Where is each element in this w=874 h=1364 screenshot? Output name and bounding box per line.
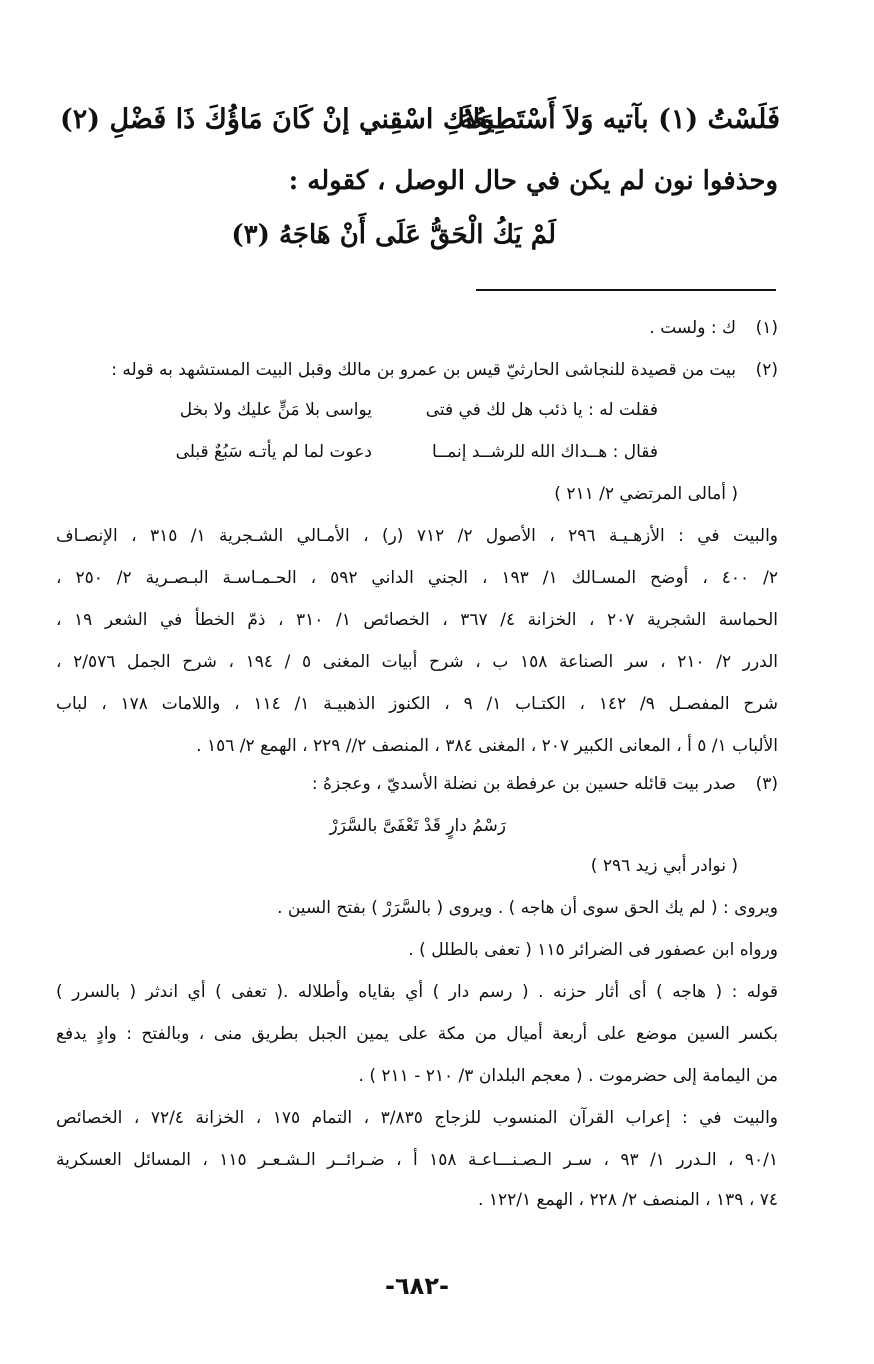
footnote-3-refs-line-1: والبيت في : إعراب القرآن المنسوب للزجاج ٣/٨٣٥ ، التمام ١٧٥ ، الخزانة ٧٢/٤ ، الخصائص	[56, 1108, 779, 1128]
footnote-2-intro: بيت من قصيدة للنجاشى الحارثيّ قيس بن عمرو بن مالك وقبل البيت المستشهد به قوله :	[111, 360, 736, 380]
footnote-1-number: (١)	[755, 318, 778, 338]
footnote-separator	[476, 289, 776, 291]
footnote-3-number: (٣)	[755, 774, 778, 794]
footnote-2-refs-line-2: ٢/ ٤٠٠ ، أوضح المسـالك ١/ ١٩٣ ، الجني الداني ٥٩٢ ، الحـمـاسـة البـصـرية ٢/ ٢٥٠ ،	[56, 568, 778, 588]
footnote-3-verse: رَسْمُ دارٍ قَدْ تَعْفَىَّ بالسَّرَرْ	[329, 816, 506, 836]
footnote-3-explain-line-1: قوله : ( هاجه ) أى أثار حزنه . ( رسم دار ) أي بقاياه وأطلاله .( تعفى ) أي اندثر ( بالسرر )	[56, 982, 778, 1002]
verse-1-first-hemistich: فَلَسْتُ (١) بآتيه وَلاَ أَسْتَطِيعُهُ	[459, 104, 780, 135]
footnote-2-verse-a-left: يواسى بلا مَنٍّ عليك ولا بخل	[179, 400, 372, 420]
footnote-3-line-1: ويروى : ( لم يك الحق سوى أن هاجه ) . ويروى ( بالسَّرَرْ ) بفتح السين .	[277, 898, 778, 918]
footnote-3-explain-line-3: من اليمامة إلى حضرموت . ( معجم البلدان ٣/ ٢١٠ - ٢١١ ) .	[358, 1066, 778, 1086]
footnote-2-verse-b-right: فقال : هــداك الله للرشــد إنمــا	[432, 442, 658, 462]
footnote-1-text: ك : ولست .	[649, 318, 736, 338]
footnote-3-explain-line-2: بكسر السين موضع على أربعة أميال من مكة على يمين الجبل بطريق منى ، وبالفتح : وادٍ يدفع	[56, 1024, 778, 1044]
footnote-2-source: ( أمالى المرتضي ٢/ ٢١١ )	[554, 484, 738, 504]
footnote-3-line-2: ورواه ابن عصفور فى الضرائر ١١٥ ( تعفى بالطلل ) .	[408, 940, 778, 960]
page-number: -٦٨٢-	[385, 1272, 449, 1300]
footnote-2-refs-line-4: الدرر ٢/ ٢١٠ ، سر الصناعة ١٥٨ ب ، شرح أبيات المغنى ٥ / ١٩٤ ، شرح الجمل ٢/٥٧٦ ،	[56, 652, 778, 672]
prose-line: وحذفوا نون لم يكن في حال الوصل ، كقوله :	[288, 166, 778, 196]
footnote-3-source: ( نوادر أبي زيد ٢٩٦ )	[590, 856, 738, 876]
footnote-2-refs-line-3: الحماسة الشجرية ٢٠٧ ، الخزانة ٤/ ٣٦٧ ، الخصائص ١/ ٣١٠ ، ذمّ الخطأ في الشعر ١٩ ،	[56, 610, 779, 630]
footnote-2-verse-a-right: فقلت له : يا ذئب هل لك في فتى	[425, 400, 658, 420]
footnote-3-intro: صدر بيت قائله حسين بن عرفطة بن نضلة الأسديّ ، وعجزهُ :	[311, 774, 736, 794]
footnote-2-refs-line-6: الألباب ١/ ٥ أ ، المعانى الكبير ٢٠٧ ، المغنى ٣٨٤ ، المنصف ٢// ٢٢٩ ، الهمع ٢/ ١٥٦ .	[196, 736, 778, 756]
footnote-2-number: (٢)	[755, 360, 778, 380]
footnote-2-verse-b-left: دعوت لما لم يأتـه سَبُعٌ قبلى	[175, 442, 372, 462]
verse-1	[60, 104, 780, 148]
footnote-3-refs-line-2: ٩٠/١ ، الـدرر ١/ ٩٣ ، سـر الـصـنـــاعـة ١٥٨ أ ، ضـرائــر الـشـعـر ١١٥ ، المسائل العسكرية	[56, 1150, 778, 1170]
footnote-3-refs-line-3: ٧٤ ، ١٣٩ ، المنصف ٢/ ٢٢٨ ، الهمع ١٢٢/١ .	[478, 1190, 778, 1210]
verse-1-second-hemistich: وَلاَكِ اسْقِني إنْ كَانَ مَاؤُكَ ذَا فَضْلِ (٢)	[60, 104, 494, 135]
footnote-2-refs-line-1: والبيت في : الأزهـيـة ٢٩٦ ، الأصول ٢/ ٧١٢ (ر) ، الأمـالي الشـجرية ١/ ٣١٥ ، الإنصـاف	[56, 526, 779, 546]
footnote-2-refs-line-5: شرح المفصـل ٩/ ١٤٢ ، الكتـاب ١/ ٩ ، الكنوز الذهبيـة ١/ ١١٤ ، واللامات ١٧٨ ، لباب	[56, 694, 778, 714]
verse-2: لَمْ يَكُ الْحَقُّ عَلَى أَنْ هَاجَهُ (٣)	[231, 220, 556, 250]
